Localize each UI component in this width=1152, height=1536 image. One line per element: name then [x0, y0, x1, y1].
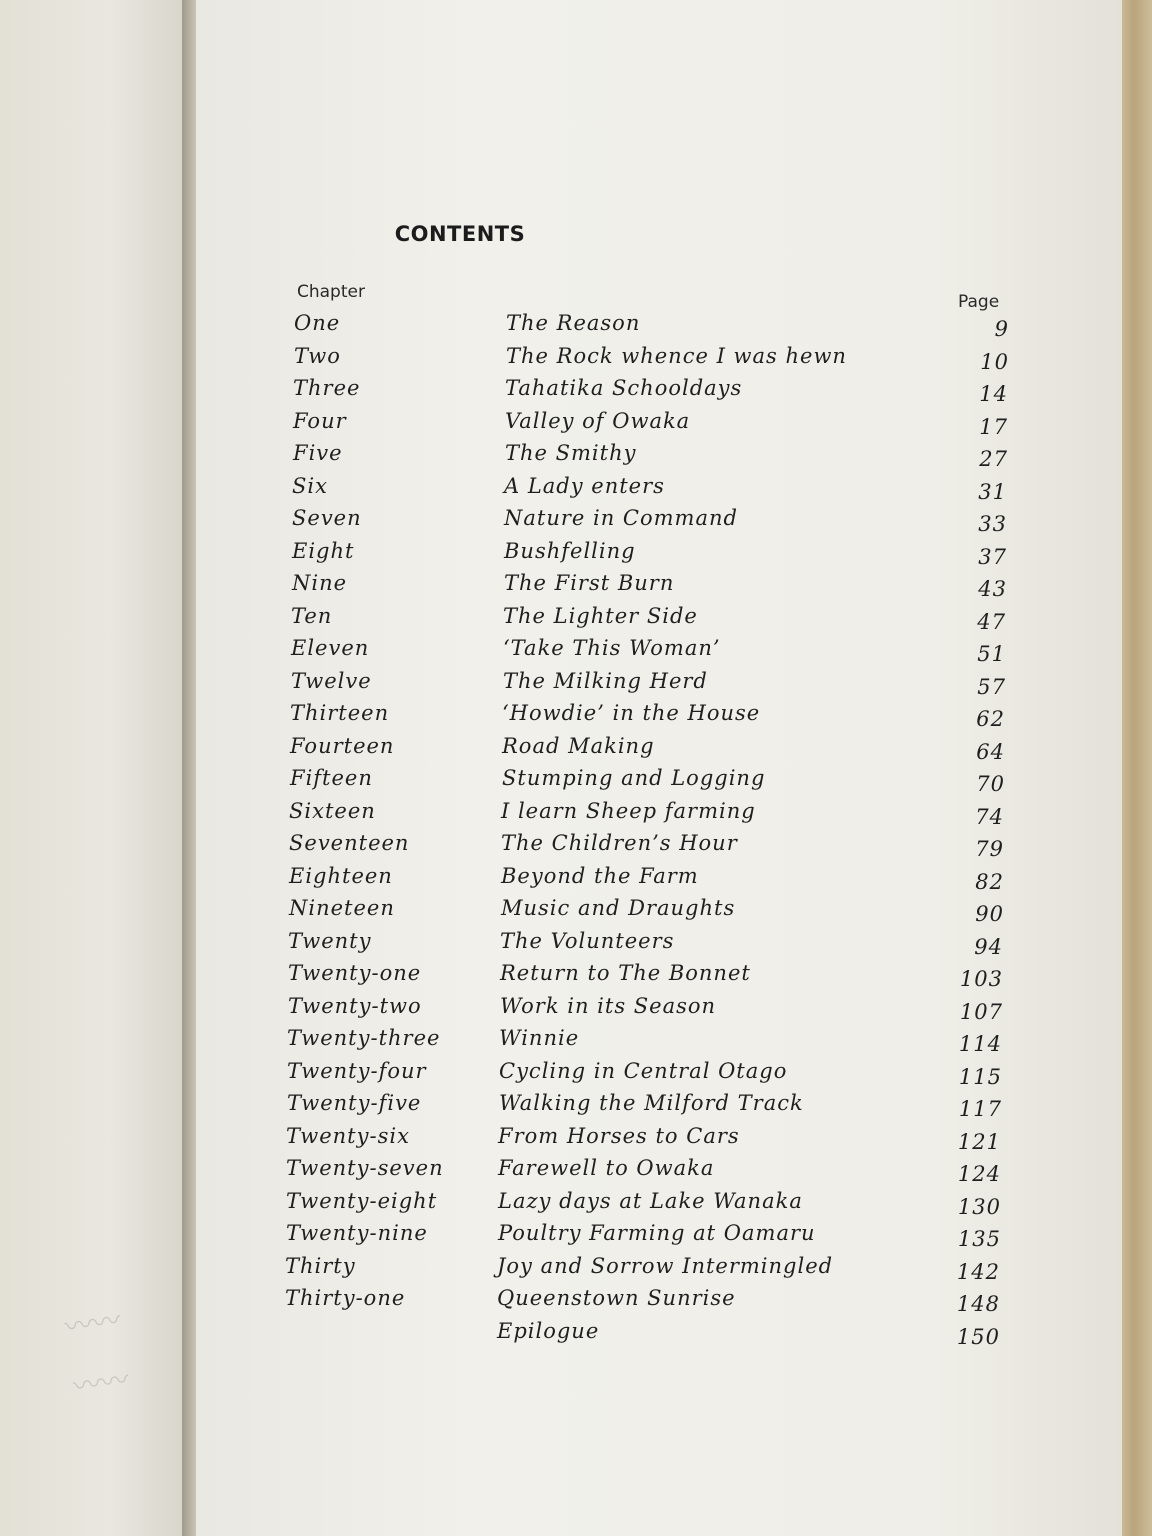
chapter-number: Twenty-two [288, 993, 422, 1018]
chapter-title: ‘Take This Woman’ [503, 636, 721, 660]
contents-entry [0, 766, 1152, 796]
chapter-title: The Smithy [505, 441, 637, 465]
chapter-title: Poultry Farming at Oamaru [498, 1221, 816, 1245]
chapter-number: Twenty-seven [286, 1156, 444, 1180]
contents-entry [0, 701, 1152, 731]
page-number: 79 [975, 837, 1004, 861]
chapter-number: Twenty-one [288, 961, 422, 985]
chapter-title: Walking the Milford Track [499, 1091, 804, 1115]
chapter-title: Valley of Owaka [505, 408, 691, 433]
chapter-title: Music and Draughts [501, 896, 736, 920]
chapter-title: Work in its Season [500, 993, 717, 1018]
contents-entry [0, 441, 1152, 471]
contents-entry [0, 571, 1152, 601]
page-number: 103 [959, 967, 1003, 991]
contents-entry [0, 1221, 1152, 1251]
chapter-number: Six [292, 473, 328, 498]
page-number: 57 [977, 674, 1006, 699]
chapter-title: Queenstown Sunrise [497, 1286, 736, 1310]
contents-entry [0, 961, 1152, 991]
page-number: 10 [980, 349, 1009, 374]
chapter-number: Twenty-nine [286, 1221, 428, 1245]
page-number: 121 [957, 1129, 1001, 1154]
chapter-title: From Horses to Cars [498, 1123, 740, 1148]
contents-entry [0, 896, 1152, 926]
page-number: 124 [957, 1162, 1001, 1186]
chapter-title: The Volunteers [500, 928, 675, 953]
page-number: 90 [975, 902, 1004, 926]
pencil-inscription: 〰〰 〰〰 [62, 1303, 132, 1404]
contents-entry [0, 1026, 1152, 1056]
chapter-title: Nature in Command [504, 506, 738, 530]
contents-entry [0, 734, 1152, 764]
chapter-number: Twenty-eight [286, 1188, 438, 1213]
chapter-title: I learn Sheep farming [501, 798, 756, 823]
chapter-number: Sixteen [289, 798, 376, 823]
chapter-number: Five [293, 441, 343, 465]
contents-entry [0, 1319, 1152, 1349]
chapter-title: Return to The Bonnet [500, 961, 751, 985]
chapter-column-header: Chapter [297, 282, 365, 302]
chapter-title: Lazy days at Lake Wanaka [498, 1188, 803, 1213]
chapter-number: One [294, 311, 341, 335]
contents-entry [0, 506, 1152, 536]
chapter-number: Seventeen [289, 831, 410, 855]
contents-entry [0, 1059, 1152, 1089]
chapter-title: Winnie [499, 1026, 580, 1050]
page-number: 150 [956, 1324, 1000, 1349]
page-number: 114 [958, 1032, 1002, 1056]
page-number: 70 [976, 772, 1005, 796]
chapter-title: The Lighter Side [503, 603, 698, 628]
chapter-title: The Milking Herd [503, 668, 708, 693]
contents-entry [0, 1189, 1152, 1219]
page-number: 14 [979, 382, 1008, 406]
chapter-number: Twelve [291, 668, 372, 693]
page-number: 94 [974, 934, 1003, 959]
page-number: 9 [994, 317, 1009, 341]
page-title: CONTENTS [394, 222, 526, 246]
chapter-number: Twenty-four [287, 1058, 427, 1083]
contents-entry [0, 539, 1152, 569]
chapter-number: Eight [292, 538, 355, 563]
chapter-number: Four [293, 408, 347, 433]
chapter-title: The Rock whence I was hewn [506, 343, 847, 368]
contents-entry [0, 669, 1152, 699]
contents-entry [0, 636, 1152, 666]
page-number: 148 [956, 1292, 1000, 1316]
chapter-number: Seven [292, 506, 362, 530]
contents-entry [0, 929, 1152, 959]
chapter-number: Twenty-three [287, 1026, 441, 1050]
contents-entry [0, 409, 1152, 439]
chapter-number: Thirty [285, 1253, 356, 1278]
page-number: 17 [979, 414, 1008, 439]
chapter-number: Ten [291, 603, 333, 628]
contents-entry [0, 831, 1152, 861]
chapter-title: The First Burn [504, 571, 675, 595]
contents-entry [0, 344, 1152, 374]
page-number: 27 [979, 447, 1008, 471]
contents-entry [0, 864, 1152, 894]
chapter-number: Nineteen [289, 896, 395, 920]
chapter-number: Nine [292, 571, 348, 595]
chapter-number: Twenty-six [286, 1123, 410, 1148]
page-number: 33 [978, 512, 1007, 536]
chapter-title: Beyond the Farm [501, 863, 699, 888]
chapter-title: Epilogue [497, 1318, 600, 1343]
chapter-title: Cycling in Central Otago [499, 1058, 788, 1083]
page-number: 31 [978, 479, 1007, 504]
chapter-title: Road Making [502, 733, 655, 758]
chapter-title: The Children’s Hour [501, 831, 738, 855]
contents-entry [0, 474, 1152, 504]
chapter-title: Farewell to Owaka [498, 1156, 715, 1180]
contents-entry [0, 1156, 1152, 1186]
contents-entry [0, 311, 1152, 341]
chapter-title: Tahatika Schooldays [505, 376, 743, 400]
contents-entry [0, 376, 1152, 406]
chapter-number: Fifteen [290, 766, 373, 790]
chapter-number: Eleven [291, 636, 370, 660]
page-number: 51 [977, 642, 1006, 666]
contents-entry [0, 1286, 1152, 1316]
page-number: 107 [959, 999, 1003, 1024]
page-number: 37 [978, 544, 1007, 569]
chapter-title: The Reason [506, 311, 641, 335]
chapter-title: Stumping and Logging [502, 766, 766, 790]
contents-entry [0, 994, 1152, 1024]
page-number: 47 [977, 609, 1006, 634]
page-number: 64 [976, 739, 1005, 764]
chapter-number: Three [293, 376, 361, 400]
chapter-number: Twenty [288, 928, 372, 953]
chapter-number: Twenty-five [287, 1091, 422, 1115]
page-number: 135 [957, 1227, 1001, 1251]
page-number: 117 [958, 1097, 1002, 1121]
page-column-header: Page [958, 292, 1000, 312]
contents-entry [0, 1254, 1152, 1284]
page-number: 43 [978, 577, 1007, 601]
page-number: 74 [975, 804, 1004, 829]
chapter-title: Joy and Sorrow Intermingled [497, 1253, 834, 1278]
chapter-number: Two [294, 343, 341, 368]
chapter-number: Thirteen [290, 701, 390, 725]
chapter-number: Thirty-one [285, 1286, 406, 1310]
chapter-title: ‘Howdie’ in the House [502, 701, 761, 725]
page-number: 62 [976, 707, 1005, 731]
chapter-number: Fourteen [290, 733, 395, 758]
chapter-title: A Lady enters [504, 473, 665, 498]
contents-entry [0, 799, 1152, 829]
contents-entry [0, 604, 1152, 634]
contents-entry [0, 1091, 1152, 1121]
chapter-number: Eighteen [289, 863, 393, 888]
page-number: 130 [957, 1194, 1001, 1219]
page-number: 142 [956, 1259, 1000, 1284]
contents-entry [0, 1124, 1152, 1154]
chapter-title: Bushfelling [504, 538, 636, 563]
page-number: 82 [975, 869, 1004, 894]
page-number: 115 [958, 1064, 1002, 1089]
